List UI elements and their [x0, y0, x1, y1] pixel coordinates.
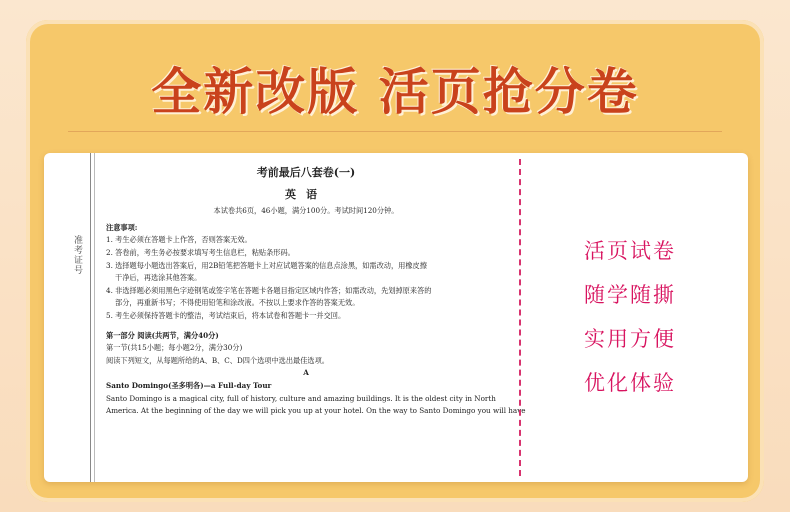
exam-info: 本试卷共6页，46小题，满分100分。考试时间120分钟。 [213, 206, 399, 216]
note-line: 干净后，再选涂其他答案。 [115, 273, 202, 283]
passage-label: A [303, 368, 309, 378]
note-line: 2. 答卷前，考生务必按要求填写考生信息栏，粘贴条形码。 [106, 247, 295, 257]
feature-item: 优化体验 [584, 371, 676, 395]
note-line: 3. 选择题每小题选出答案后，用2B铅笔把答题卡上对应试题答案的信息点涂黑，如需改动，用橡皮擦 [106, 260, 427, 270]
passage-line: Santo Domingo is a magical city, full of history, culture and amazing buildings. It is the oldest city in North [106, 393, 496, 403]
feature-item: 活页试卷 [584, 239, 676, 263]
exam-page [106, 166, 526, 418]
note-line: 4. 非选择题必须用黑色字迹钢笔或签字笔在答题卡各题目指定区域内作答；如需改动，先划掉原来答的 [106, 285, 432, 295]
note-line: 部分，再重新书写；不得使用铅笔和涂改液。不按以上要求作答的答案无效。 [115, 298, 360, 308]
binding-line-inner [94, 153, 95, 482]
passage-line: America. At the beginning of the day we will pick you up at your hotel. On the way to Santo Domingo you will have [106, 406, 526, 416]
instruction: 阅读下列短文，从每题所给的A、B、C、D四个选项中选出最佳选项。 [106, 355, 329, 365]
divider [68, 131, 722, 132]
side-label: 准考证号 [72, 235, 82, 275]
passage-title: Santo Domingo(圣多明各)—a Full-day Tour [106, 380, 272, 390]
note-line: 1. 考生必须在答题卡上作答，否则答案无效。 [106, 235, 252, 245]
note-line: 5. 考生必须保持答题卡的整洁，考试结束后，将本试卷和答题卡一并交回。 [106, 310, 346, 320]
headline: 全新改版 活页抢分卷 [151, 63, 639, 121]
exam-subject: 英语 [285, 187, 327, 201]
part-heading: 第一部分 阅读(共两节，满分40分) [106, 330, 219, 340]
feature-item: 实用方便 [584, 327, 676, 351]
feature-item: 随学随撕 [584, 283, 676, 307]
binding-line [90, 153, 91, 482]
exam-title: 考前最后八套卷(一) [256, 166, 356, 179]
perforation-line [519, 159, 521, 476]
section-heading: 第一节(共15小题；每小题2分，满分30分) [106, 343, 243, 353]
product-card [44, 153, 748, 482]
feature-list [584, 235, 734, 411]
notes-heading: 注意事项: [106, 222, 138, 232]
